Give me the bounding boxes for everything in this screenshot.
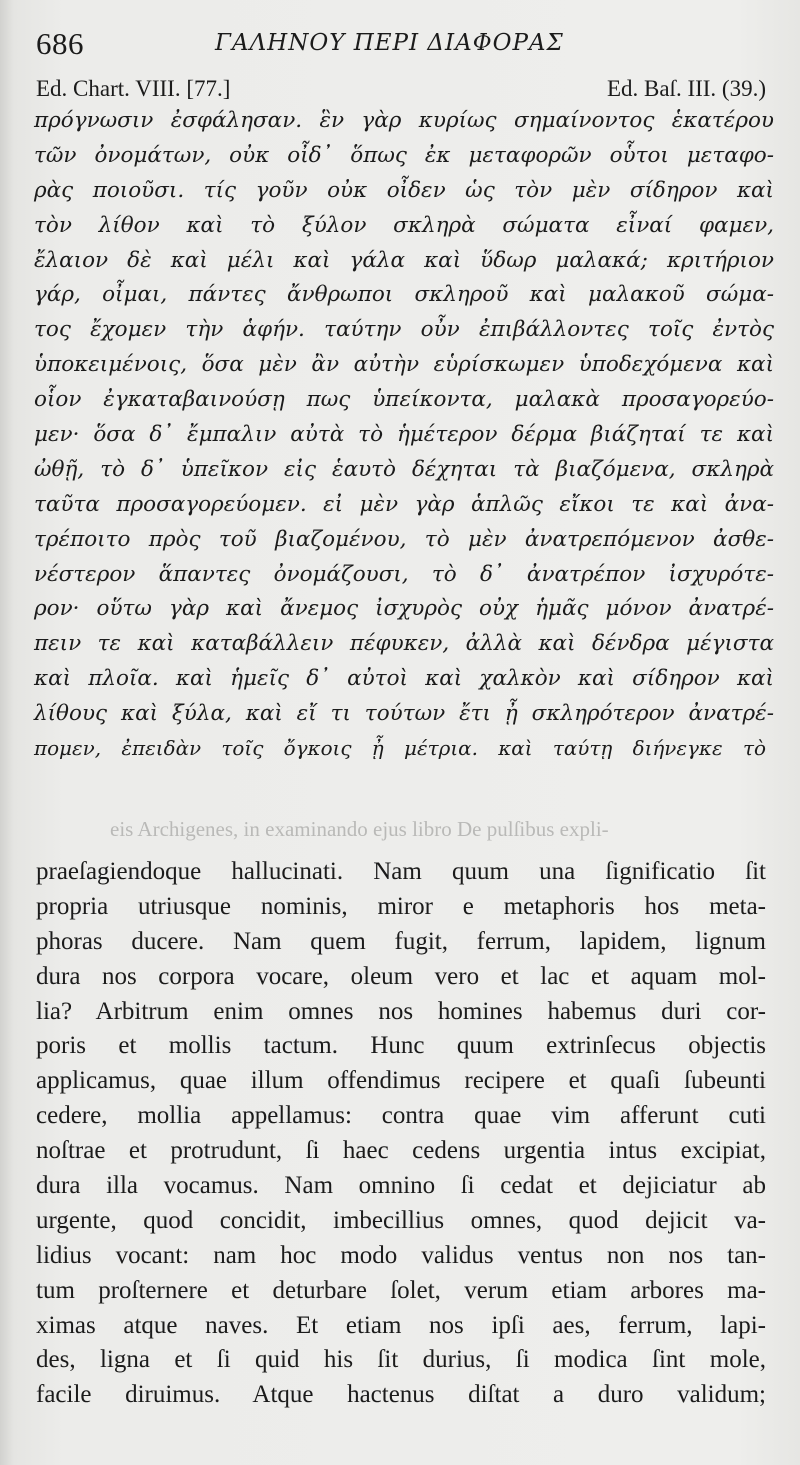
latin-line: cedere, mollia appellamus: contra quae vim afferunt cuti (36, 1102, 766, 1130)
greek-line: τῶν ὀνομάτων, οὐκ οἶδ᾽ ὅπως ἐκ μεταφορῶν οὗτοι μεταφο- (34, 142, 774, 168)
greek-line: ρὰς ποιοῦσι. τίς γοῦν οὐκ οἶδεν ὡς τὸν μὲν σίδηρον καὶ (34, 177, 774, 203)
greek-line: πειν τε καὶ καταβάλλειν πέφυκεν, ἀλλὰ καὶ δένδρα μέγιστα (34, 631, 774, 657)
binding-shadow (0, 0, 14, 1465)
latin-line: facile diruimus. Atque hactenus diſtat a duro validum; (36, 1381, 766, 1409)
page-number: 686 (36, 26, 84, 61)
greek-line: ὠθῇ, τὸ δ᾽ ὑπεῖκον εἰς ἑαυτὸ δέχηται τὰ βιαζόμενα, σκληρὰ (34, 456, 774, 482)
page-header (0, 22, 800, 66)
latin-line: lia? Arbitrum enim omnes nos homines habemus duri cor- (36, 997, 766, 1025)
greek-text-block (34, 104, 774, 767)
latin-line: tum proſternere et deturbare ſolet, verum etiam arbores ma- (36, 1276, 766, 1304)
greek-line: οἷον ἐγκαταβαινούσῃ πως ὑπείκοντα, μαλακὰ προσαγορεύο- (34, 387, 774, 413)
greek-line: τὸν λίθον καὶ τὸ ξύλον σκληρὰ σώματα εἶναί φαμεν, (34, 212, 774, 238)
edition-chartier-reference: Ed. Chart. VIII. [77.] (36, 76, 231, 101)
greek-line: νέστερον ἅπαντες ὀνομάζουσι, τὸ δ᾽ ἀνατρέπον ἰσχυρότε- (34, 561, 774, 587)
greek-line: ταῦτα προσαγορεύομεν. εἰ μὲν γὰρ ἁπλῶς εἴκοι τε καὶ ἀνα- (34, 491, 774, 517)
greek-line: καὶ πλοῖα. καὶ ἡμεῖς δ᾽ αὐτοὶ καὶ χαλκὸν καὶ σίδηρον καὶ (34, 666, 774, 692)
latin-line: propria utriusque nominis, miror e metaphoris hos meta- (36, 892, 766, 920)
latin-line: poris et mollis tactum. Hunc quum extrinſecus objectis (36, 1032, 766, 1060)
greek-line: ὑποκειμένοις, ὅσα μὲν ἂν αὐτὴν εὑρίσκωμεν ὑποδεχόμενα καὶ (34, 352, 774, 378)
latin-line: urgente, quod concidit, imbecillius omnes, quod dejicit va- (36, 1206, 766, 1234)
latin-line: dura nos corpora vocare, oleum vero et lac et aquam mol- (36, 962, 766, 990)
edition-reference-line (0, 76, 800, 106)
bleed-through-text: eis Archigenes, in examinando ejus libro De pulſibus expli- (110, 817, 609, 841)
greek-line: ρον· οὕτω γὰρ καὶ ἄνεμος ἰσχυρὸς οὐχ ἡμᾶς μόνον ἀνατρέ- (34, 596, 774, 622)
latin-line: lidius vocant: nam hoc modo validus ventus non nos tan- (36, 1241, 766, 1269)
greek-line: λίθους καὶ ξύλα, καὶ εἴ τι τούτων ἔτι ᾖ σκληρότερον ἀνατρέ- (34, 701, 774, 727)
greek-line: μεν· ὅσα δ᾽ ἔμπαλιν αὐτὰ τὸ ἡμέτερον δέρμα βιάζηταί τε καὶ (34, 422, 774, 448)
latin-line: dura illa vocamus. Nam omnino ſi cedat et dejiciatur ab (36, 1172, 766, 1200)
greek-line: τρέποιτο πρὸς τοῦ βιαζομένου, τὸ μὲν ἀνατρεπόμενον ἀσθε- (34, 526, 774, 552)
latin-line: ximas atque naves. Et etiam nos ipſi aes, ferrum, lapi- (36, 1311, 766, 1339)
greek-line: ἔλαιον δὲ καὶ μέλι καὶ γάλα καὶ ὕδωρ μαλακά; κριτήριον (34, 247, 774, 273)
greek-line: πρόγνωσιν ἐσφάλησαν. ἓν γὰρ κυρίως σημαίνοντος ἑκατέρου (34, 108, 774, 133)
latin-line: applicamus, quae illum offendimus recipere et quaſi ſubeunti (36, 1067, 766, 1095)
latin-line: phoras ducere. Nam quem fugit, ferrum, lapidem, lignum (36, 927, 766, 955)
edition-basel-reference: Ed. Baſ. III. (39.) (606, 76, 766, 101)
greek-line: πομεν, ἐπειδὰν τοῖς ὄγκοις ᾖ μέτρια. καὶ ταύτῃ διήνεγκε τὸ (34, 737, 766, 761)
latin-line: des, ligna et ſi quid his ſit durius, ſi modica ſint mole, (36, 1346, 766, 1374)
latin-line: noſtrae et protrudunt, ſi haec cedens urgentia intus excipiat, (36, 1137, 766, 1165)
greek-line: τος ἔχομεν τὴν ἁφήν. ταύτην οὖν ἐπιβάλλοντες τοῖς ἐντὸς (34, 317, 774, 343)
greek-line: γάρ, οἶμαι, πάντες ἄνθρωποι σκληροῦ καὶ μαλακοῦ σώμα- (34, 282, 774, 308)
latin-line: praeſagiendoque hallucinati. Nam quum una ſignificatio ſit (36, 858, 766, 885)
latin-text-block (36, 855, 766, 1413)
running-title: ΓΑΛΗΝΟΥ ΠΕΡΙ ΔΙΑΦΟΡΑΣ (215, 30, 564, 56)
